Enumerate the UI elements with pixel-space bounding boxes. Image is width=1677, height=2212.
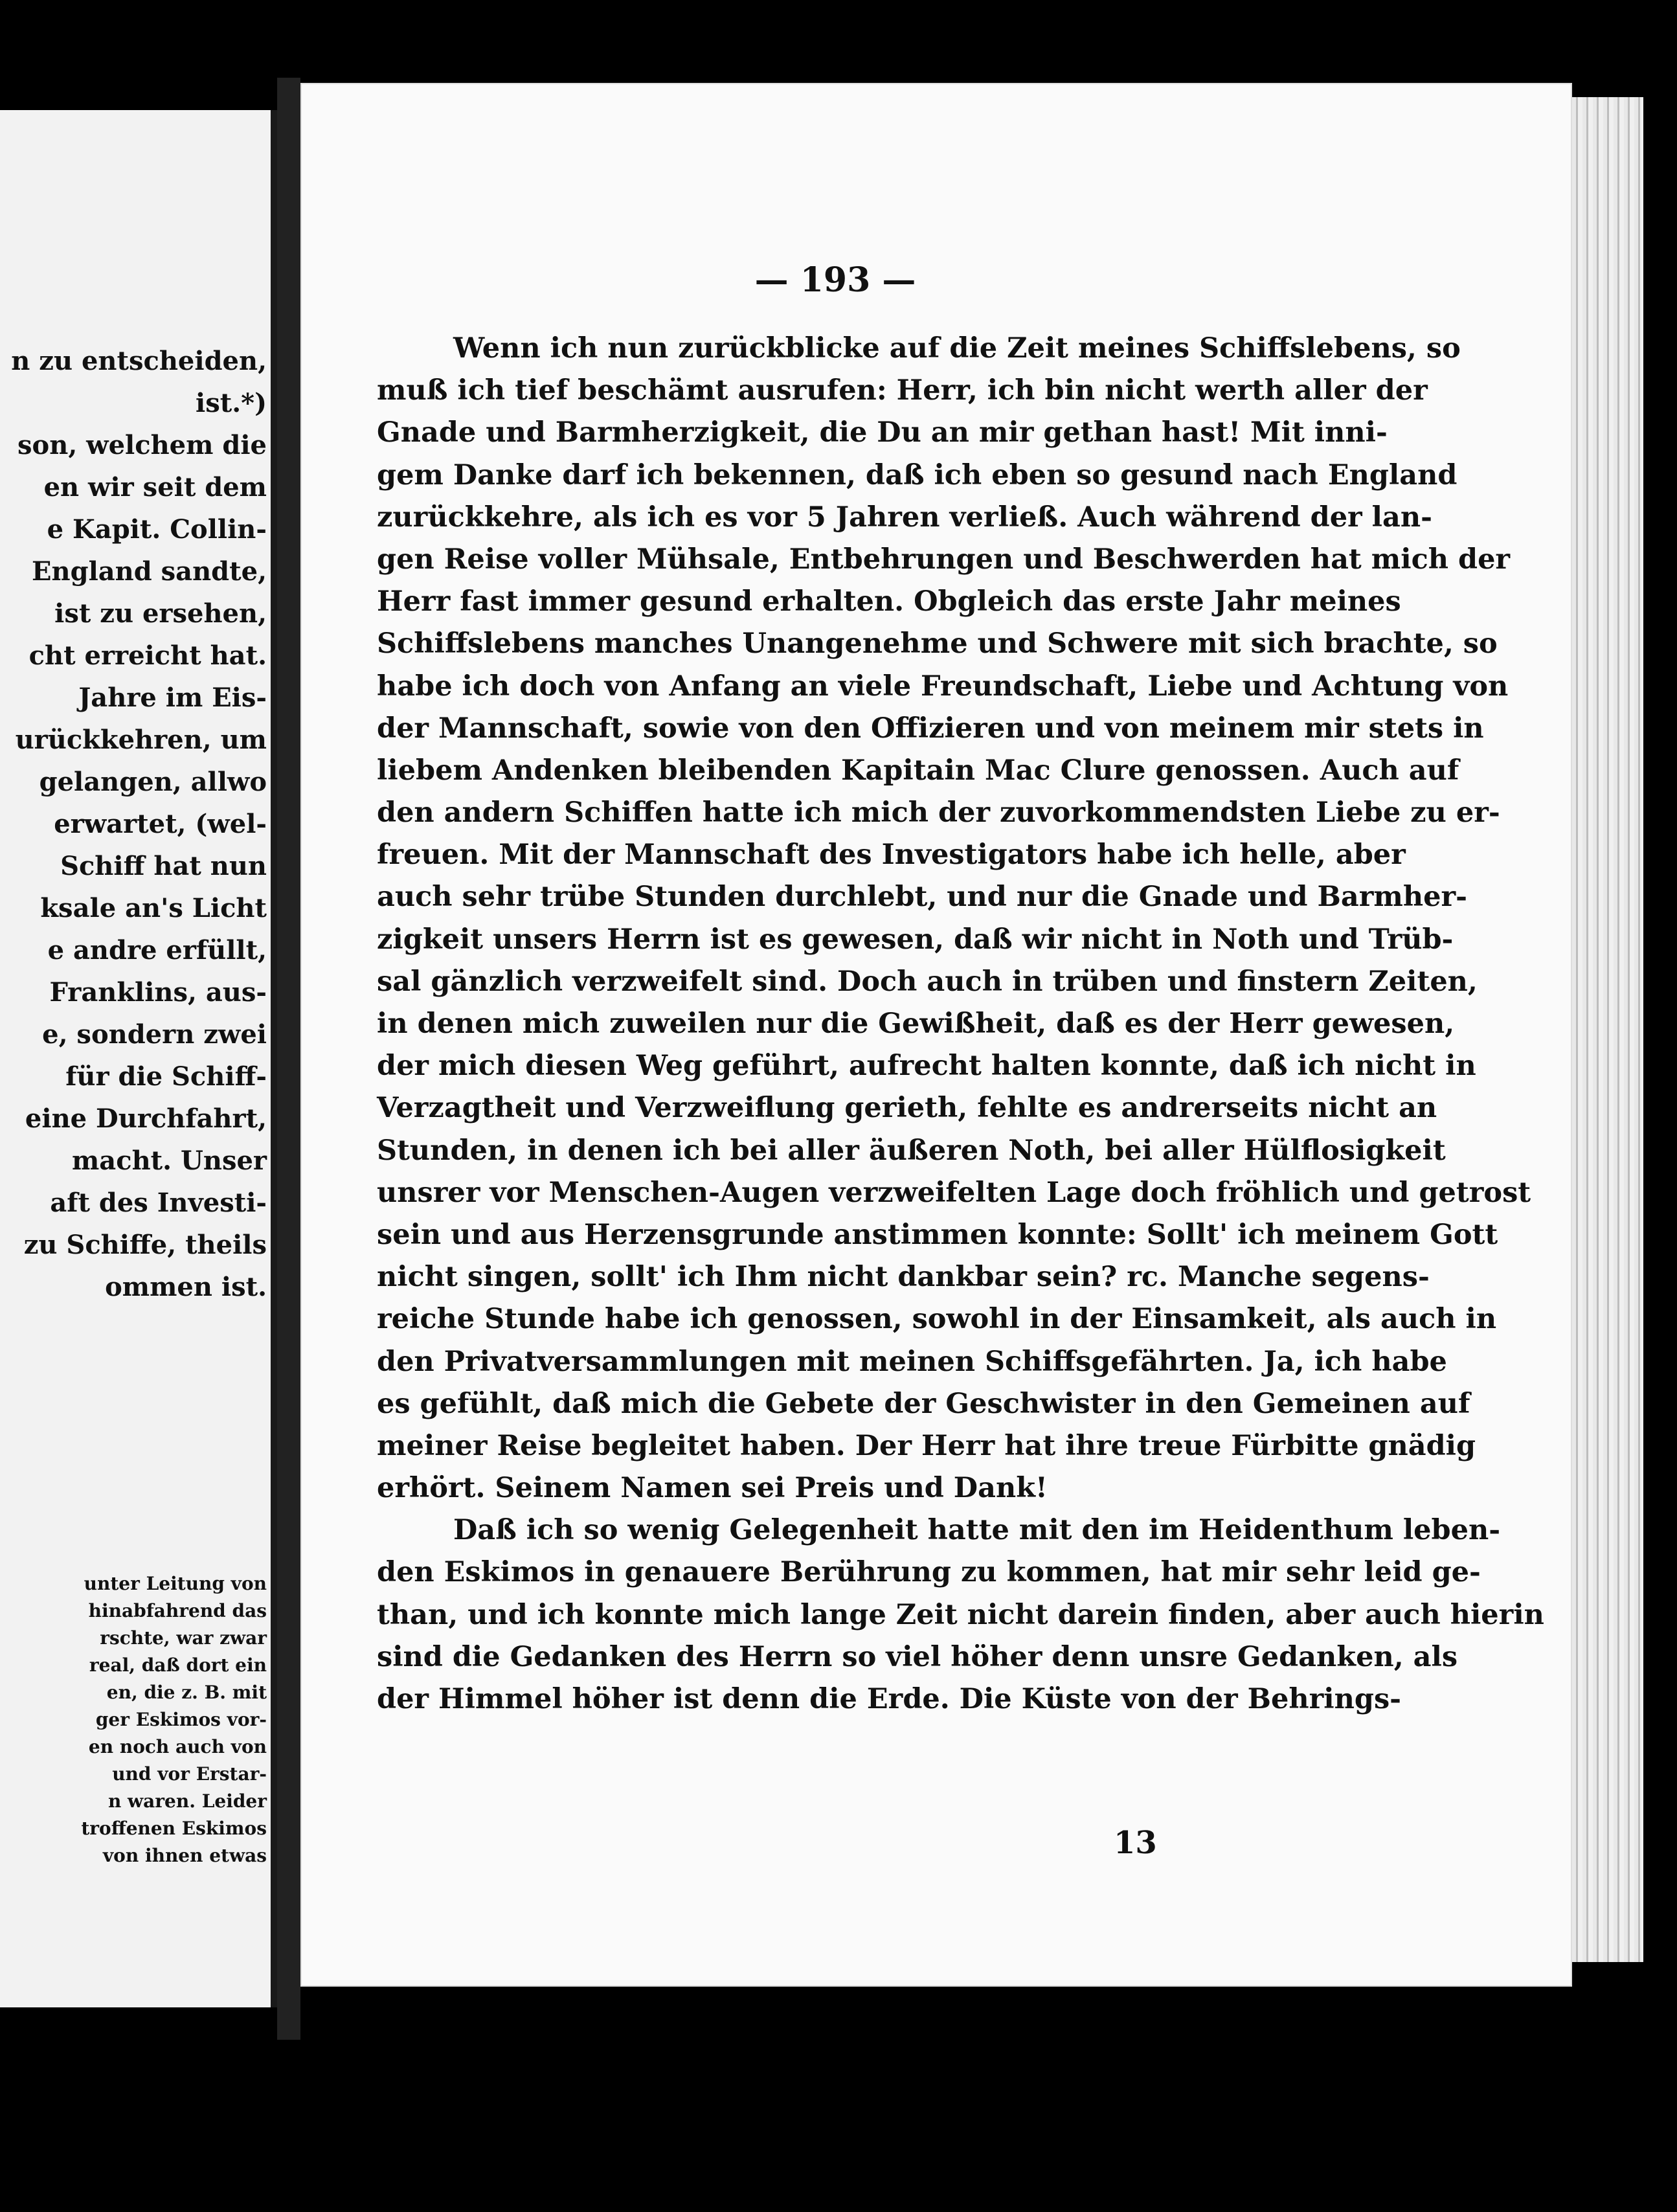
footnote-line: en noch auch von xyxy=(88,1736,267,1757)
text-line: nicht singen, sollt' ich Ihm nicht dankbar sein? rc. Manche segens- xyxy=(377,1261,1430,1294)
signature-mark: 13 xyxy=(1114,1825,1157,1861)
left-line: eine Durchfahrt, xyxy=(25,1103,267,1134)
left-line: e andre erfüllt, xyxy=(47,935,267,965)
text-line: unsrer vor Menschen-Augen verzweifelten Lage doch fröhlich und getrost xyxy=(377,1176,1531,1209)
text-line: Verzagtheit und Verzweiflung gerieth, fehlte es andrerseits nicht an xyxy=(377,1092,1437,1125)
left-line: gelangen, allwo xyxy=(39,767,267,797)
footnote-line: unter Leitung von xyxy=(84,1573,267,1594)
left-line: urückkehren, um xyxy=(15,725,267,755)
text-line: sind die Gedanken des Herrn so viel höher denn unsre Gedanken, als xyxy=(377,1640,1458,1673)
left-line: ommen ist. xyxy=(105,1272,267,1302)
footnote-line: ger Eskimos vor- xyxy=(95,1709,267,1730)
left-line: für die Schiff- xyxy=(65,1061,267,1092)
left-page-fragment xyxy=(0,110,277,2007)
text-line: gen Reise voller Mühsale, Entbehrungen und Beschwerden hat mich der xyxy=(377,543,1511,576)
text-line: sein und aus Herzensgrunde anstimmen konnte: Sollt' ich meinem Gott xyxy=(377,1218,1498,1251)
left-page-footnotes xyxy=(0,1570,271,1869)
text-line: es gefühlt, daß mich die Gebete der Geschwister in den Gemeinen auf xyxy=(377,1387,1470,1420)
text-line: in denen mich zuweilen nur die Gewißheit, daß es der Herr gewesen, xyxy=(377,1008,1455,1040)
text-line: meiner Reise begleitet haben. Der Herr hat ihre treue Fürbitte gnädig xyxy=(377,1429,1476,1462)
text-line: zigkeit unsers Herrn ist es gewesen, daß wir nicht in Noth und Trüb- xyxy=(377,923,1454,956)
left-line: England sandte, xyxy=(32,556,267,587)
page-edges xyxy=(1572,97,1643,1962)
left-line: e Kapit. Collin- xyxy=(47,514,267,545)
left-page-text xyxy=(0,340,271,1308)
text-line: Gnade und Barmherzigkeit, die Du an mir gethan hast! Mit inni- xyxy=(377,416,1388,449)
text-line: Stunden, in denen ich bei aller äußeren Noth, bei aller Hülflosigkeit xyxy=(377,1134,1446,1167)
text-line: muß ich tief beschämt ausrufen: Herr, ich bin nicht werth aller der xyxy=(377,374,1428,407)
text-line: den Privatversammlungen mit meinen Schiffsgefährten. Ja, ich habe xyxy=(377,1345,1447,1378)
left-line: ist.*) xyxy=(196,388,267,418)
left-line: en wir seit dem xyxy=(43,472,267,502)
text-line: zurückkehre, als ich es vor 5 Jahren verließ. Auch während der lan- xyxy=(377,501,1432,534)
footnote-line: n waren. Leider xyxy=(107,1790,267,1812)
left-line: cht erreicht hat. xyxy=(28,640,267,671)
text-line: sal gänzlich verzweifelt sind. Doch auch in trüben und finstern Zeiten, xyxy=(377,965,1478,998)
book-gutter xyxy=(277,78,300,2040)
text-line: than, und ich konnte mich lange Zeit nicht darein finden, aber auch hierin xyxy=(377,1598,1544,1631)
footnote-line: hinabfahrend das xyxy=(88,1600,267,1621)
left-line: n zu entscheiden, xyxy=(11,346,267,376)
left-line: ist zu ersehen, xyxy=(54,598,267,629)
left-line: ksale an's Licht xyxy=(40,893,267,923)
text-line: den andern Schiffen hatte ich mich der zuvorkommendsten Liebe zu er- xyxy=(377,796,1500,830)
text-line: den Eskimos in genauere Berührung zu kommen, hat mir sehr leid ge- xyxy=(377,1556,1481,1589)
footnote-line: en, die z. B. mit xyxy=(106,1682,267,1703)
text-line: Daß ich so wenig Gelegenheit hatte mit den im Heidenthum leben- xyxy=(453,1514,1501,1547)
footnote-line: und vor Erstar- xyxy=(112,1763,267,1785)
footnote-line: von ihnen etwas xyxy=(102,1845,267,1866)
footnote-line: real, daß dort ein xyxy=(89,1654,267,1676)
left-line: aft des Investi- xyxy=(50,1188,267,1218)
text-line: reiche Stunde habe ich genossen, sowohl in der Einsamkeit, als auch in xyxy=(377,1303,1497,1336)
left-line: zu Schiffe, theils xyxy=(23,1230,267,1260)
text-line: auch sehr trübe Stunden durchlebt, und nur die Gnade und Barmher- xyxy=(377,881,1467,914)
body-text xyxy=(377,328,1544,1721)
footnote-line: rschte, war zwar xyxy=(100,1627,267,1649)
page-number: — 193 — xyxy=(754,260,916,300)
left-line: Schiff hat nun xyxy=(60,851,267,881)
left-line: Jahre im Eis- xyxy=(78,683,267,713)
text-line: gem Danke darf ich bekennen, daß ich eben so gesund nach England xyxy=(377,458,1458,491)
text-line: der Mannschaft, sowie von den Offizieren und von meinem mir stets in xyxy=(377,712,1484,745)
text-line: freuen. Mit der Mannschaft des Investigators habe ich helle, aber xyxy=(377,839,1406,872)
text-line: Wenn ich nun zurückblicke auf die Zeit meines Schiffslebens, so xyxy=(453,332,1461,365)
left-line: macht. Unser xyxy=(71,1146,267,1176)
text-line: liebem Andenken bleibenden Kapitain Mac Clure genossen. Auch auf xyxy=(377,754,1459,787)
left-line: erwartet, (wel- xyxy=(54,809,267,839)
text-line: Schiffslebens manches Unangenehme und Schwere mit sich brachte, so xyxy=(377,627,1498,660)
text-line: Herr fast immer gesund erhalten. Obgleich das erste Jahr meines xyxy=(377,585,1401,618)
text-line: erhört. Seinem Namen sei Preis und Dank! xyxy=(377,1472,1048,1505)
left-line: son, welchem die xyxy=(17,430,267,460)
text-line: habe ich doch von Anfang an viele Freundschaft, Liebe und Achtung von xyxy=(377,670,1509,703)
left-line: e, sondern zwei xyxy=(42,1019,267,1050)
text-line: der mich diesen Weg geführt, aufrecht halten konnte, daß ich nicht in xyxy=(377,1050,1476,1083)
left-line: Franklins, aus- xyxy=(49,977,267,1008)
text-line: der Himmel höher ist denn die Erde. Die Küste von der Behrings- xyxy=(377,1683,1402,1715)
footnote-line: troffenen Eskimos xyxy=(81,1818,267,1839)
